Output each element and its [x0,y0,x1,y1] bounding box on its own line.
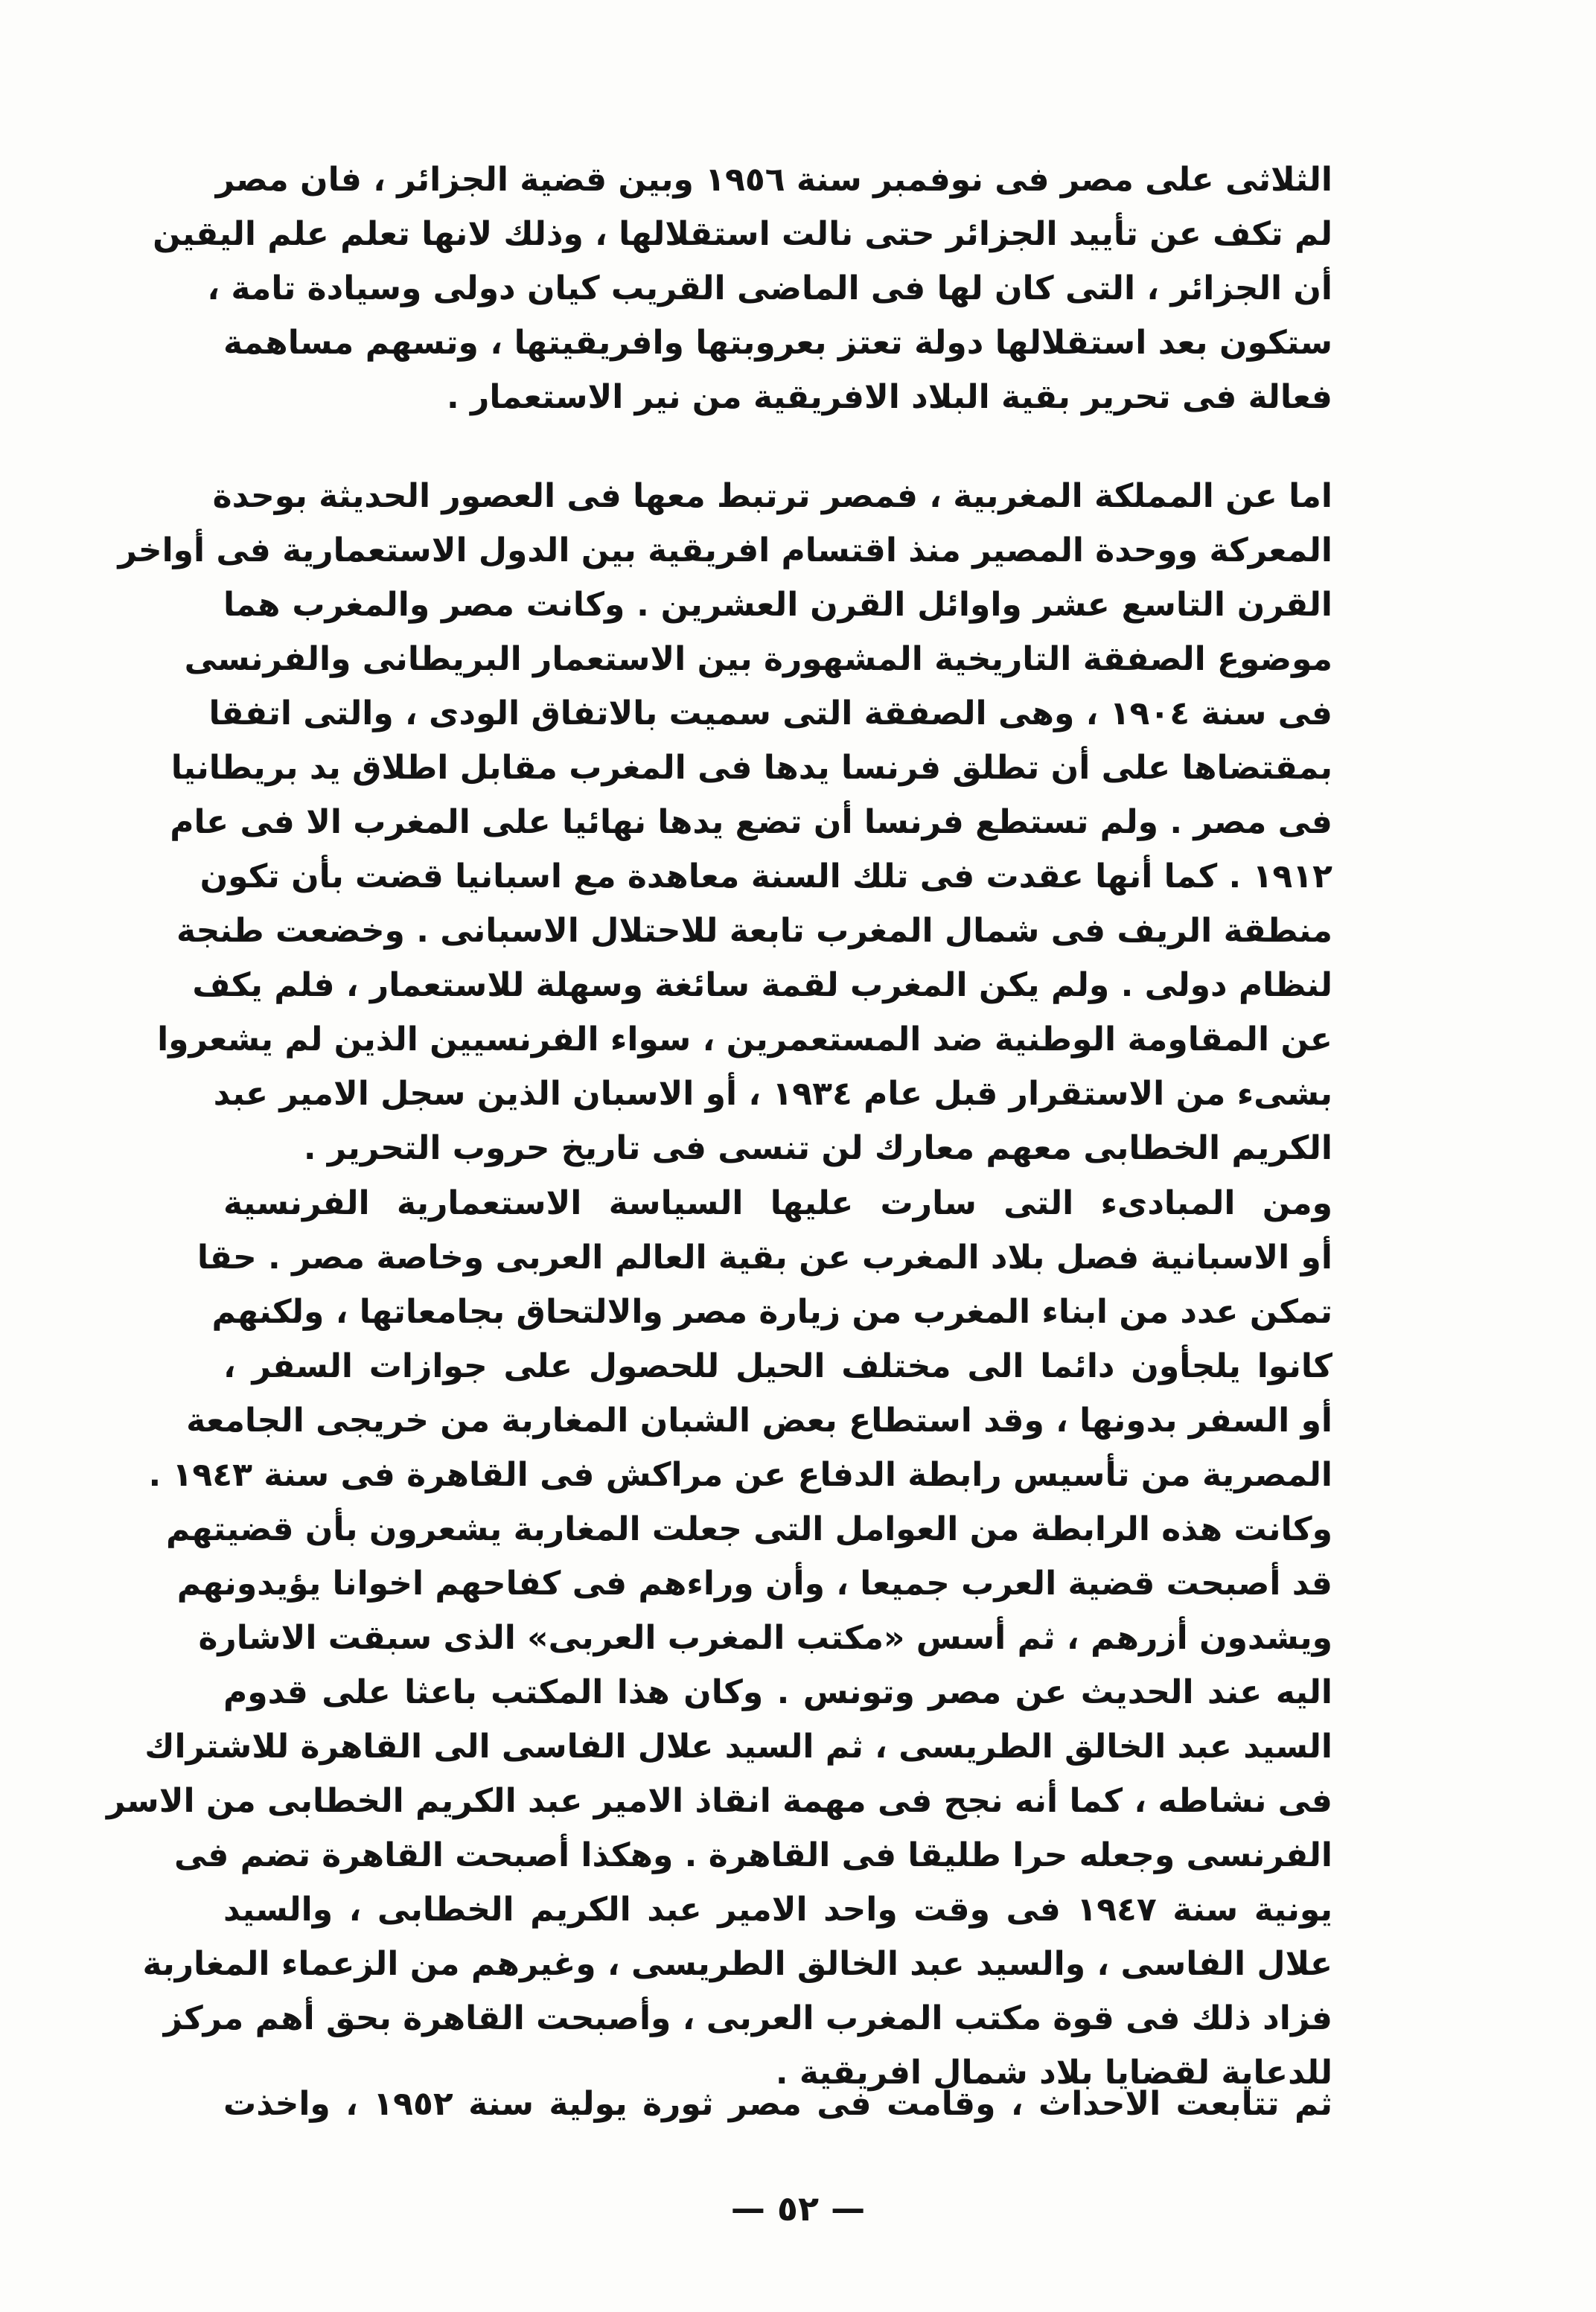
text-line: الثلاثى على مصر فى نوفمبر سنة ١٩٥٦ وبين قضية الجزائر ، فان مصر [215,161,1332,199]
text-line: فى مصر . ولم تستطع فرنسا أن تضع يدها نهائيا على المغرب الا فى عام [170,803,1332,841]
text-line: ويشدون أزرهم ، ثم أسس «مكتب المغرب العربى» الذى سبقت الاشارة [198,1619,1332,1657]
text-line: السيد عبد الخالق الطريسى ، ثم السيد علال الفاسى الى القاهرة للاشتراك [144,1728,1332,1766]
text-line: أن الجزائر ، التى كان لها فى الماضى القريب كيان دولى وسيادة تامة ، [207,269,1332,307]
text-line: المعركة ووحدة المصير منذ اقتسام افريقية بين الدول الاستعمارية فى أواخر [118,531,1332,569]
text-line: فعالة فى تحرير بقية البلاد الافريقية من نير الاستعمار . [447,378,1332,416]
text-line: المصرية من تأسيس رابطة الدفاع عن مراكش فى القاهرة فى سنة ١٩٤٣ . [148,1456,1332,1494]
text-line: ومن المبادىء التى سارت عليها السياسة الاستعمارية الفرنسية [223,1184,1332,1222]
text-line: وكانت هذه الرابطة من العوامل التى جعلت المغاربة يشعرون بأن قضيتهم [165,1510,1332,1548]
text-line: للدعاية لقضايا بلاد شمال افريقية . [775,2054,1332,2092]
text-line: ١٩١٢ . كما أنها عقدت فى تلك السنة معاهدة مع اسبانيا قضت بأن تكون [200,858,1332,895]
text-line: بشىء من الاستقرار قبل عام ١٩٣٤ ، أو الاسبان الذين سجل الامير عبد [213,1075,1332,1113]
text-line: علال الفاسى ، والسيد عبد الخالق الطريسى ، وغيرهم من الزعماء المغاربة [142,1945,1332,1983]
text-line: فى نشاطه ، كما أنه نجح فى مهمة انقاذ الامير عبد الكريم الخطابى من الاسر [106,1782,1332,1820]
paragraph-3 [106,1176,1333,2100]
page-number: — ٥٢ — [730,2188,866,2229]
text-line: قد أصبحت قضية العرب جميعا ، وأن وراءهم فى كفاحهم اخوانا يؤيدونهم [176,1565,1332,1603]
text-line: ثم تتابعت الاحداث ، وقامت فى مصر ثورة يولية سنة ١٩٥٢ ، واخذت [223,2085,1333,2123]
text-line: عن المقاومة الوطنية ضد المستعمرين ، سواء الفرنسيين الذين لم يشعروا [157,1021,1332,1058]
text-line: لم تكف عن تأييد الجزائر حتى نالت استقلالها ، وذلك لانها تعلم علم اليقين [153,215,1332,253]
text-line: القرن التاسع عشر واوائل القرن العشرين . وكانت مصر والمغرب هما [223,586,1332,624]
text-line: كانوا يلجأون دائما الى مختلف الحيل للحصول على جوازات السفر ، [223,1347,1332,1385]
paragraph-1 [153,153,1332,424]
text-line: يونية سنة ١٩٤٧ فى وقت واحد الامير عبد الكريم الخطابى ، والسيد [223,1891,1333,1929]
text-line: الكريم الخطابى معهم معارك لن تنسى فى تاريخ حروب التحرير . [303,1129,1332,1167]
paragraph-4 [223,2077,1332,2131]
text-line: اليه عند الحديث عن مصر وتونس . وكان هذا المكتب باعثا على قدوم [223,1673,1332,1711]
text-line: ستكون بعد استقلالها دولة تعتز بعروبتها وافريقيتها ، وتسهم مساهمة [223,324,1332,362]
text-line: الفرنسى وجعله حرا طليقا فى القاهرة . وهكذا أصبحت القاهرة تضم فى [173,1836,1332,1874]
text-line: فى سنة ١٩٠٤ ، وهى الصفقة التى سميت بالاتفاق الودى ، والتى اتفقا [208,694,1332,732]
text-line: أو الاسبانية فصل بلاد المغرب عن بقية العالم العربى وخاصة مصر . حقا [197,1239,1332,1277]
paragraph-2 [118,469,1332,1175]
text-line: اما عن المملكة المغربية ، فمصر ترتبط معها فى العصور الحديثة بوحدة [212,477,1332,515]
text-line: تمكن عدد من ابناء المغرب من زيارة مصر والالتحاق بجامعاتها ، ولكنهم [211,1293,1332,1331]
text-line: أو السفر بدونها ، وقد استطاع بعض الشبان المغاربة من خريجى الجامعة [186,1402,1332,1440]
text-line: منطقة الريف فى شمال المغرب تابعة للاحتلال الاسبانى . وخضعت طنجة [176,912,1332,950]
text-line: فزاد ذلك فى قوة مكتب المغرب العربى ، وأصبحت القاهرة بحق أهم مركز [163,1999,1332,2037]
text-line: لنظام دولى . ولم يكن المغرب لقمة سائغة وسهلة للاستعمار ، فلم يكف [192,966,1332,1004]
text-line: موضوع الصفقة التاريخية المشهورة بين الاستعمار البريطانى والفرنسى [184,640,1332,678]
text-line: بمقتضاها على أن تطلق فرنسا يدها فى المغرب مقابل اطلاق يد بريطانيا [170,749,1332,787]
